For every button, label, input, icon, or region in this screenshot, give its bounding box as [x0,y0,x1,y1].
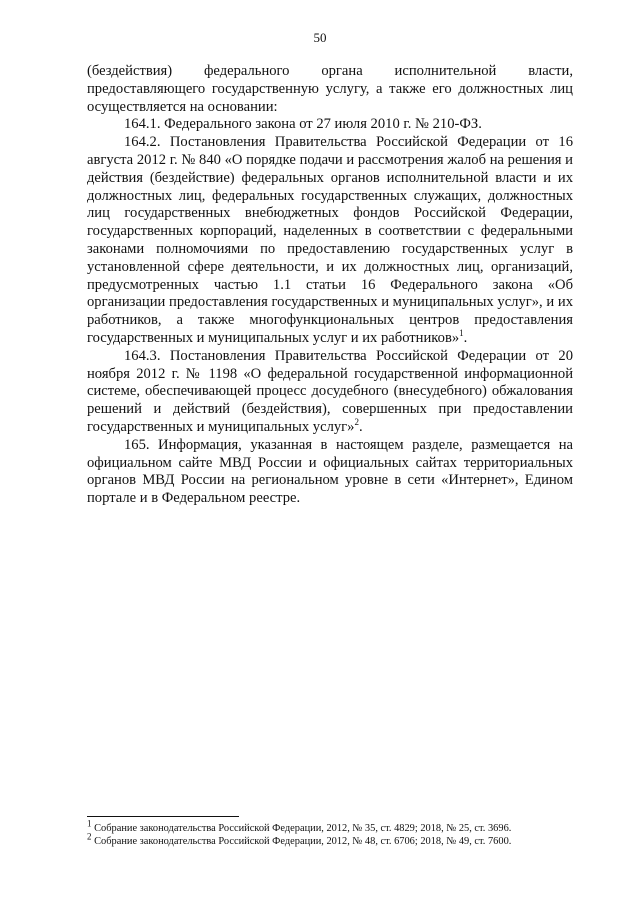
footnotes [87,818,573,848]
paragraph-164-1 [87,116,573,134]
paragraph-text: 164.2. Постановления Правительства Российской Федерации от 16 августа 2012 г. № 840 «О порядке подачи и рассмотрения жалоб на решения и действия (бездействие) федеральных органов исполнительной власти и их должностных лиц, федеральных государственных служащих, должностных лиц государственных внебюджетных фондов Российской Федерации, государственных корпораций, наделенных в соответствии с федеральными законами полномочиями по предоставлению государственных услуг в установленной сфере деятельности, и их должностных лиц, организаций, предусмотренных частью 1.1 статьи 16 Федерального закона «Об организации предоставления государственных и муниципальных услуг», и их работников, а также многофункциональных центров предоставления государственных и муниципальных услуг и их работников» [87,134,573,346]
paragraph-text: 165. Информация, указанная в настоящем разделе, размещается на официальном сайте МВД России и официальных сайтах территориальных органов МВД России на региональном уровне в сети «Интернет», Едином портале и в Федеральном реестре. [87,436,573,507]
footnote-marker: 2 [87,831,92,842]
footnote-1 [87,818,573,835]
footnote-text: Собрание законодательства Российской Федерации, 2012, № 48, ст. 6706; 2018, № 49, ст. 7600. [91,836,512,847]
paragraph-text: (бездействия) федерального органа исполнительной власти, предоставляющего государственную услугу, а также его должностных лиц осуществляется на основании: [87,63,573,115]
footnote-reference-1[interactable]: 1 [459,328,464,339]
paragraph-tail: . [463,329,468,346]
footnote-2 [87,831,573,848]
footnote-marker: 1 [87,818,92,829]
footnote-separator [87,816,239,817]
paragraph-text: 164.1. Федерального закона от 27 июля 2010 г. № 210-ФЗ. [124,116,482,133]
paragraph-tail: . [358,418,363,435]
paragraph-intro [87,63,573,116]
page-number: 50 [313,30,327,45]
document-body [87,63,573,508]
paragraph-text: 164.3. Постановления Правительства Российской Федерации от 20 ноября 2012 г. № 1198 «О федеральной государственной информационной системе, обеспечивающей процесс досудебного (внесудебного) обжалования решений и действий (бездействия), совершенных при предоставлении государственных и муниципальных услуг» [87,347,573,435]
paragraph-165 [87,437,573,508]
footnote-text: Собрание законодательства Российской Федерации, 2012, № 35, ст. 4829; 2018, № 25, ст. 3696. [91,823,512,834]
paragraph-164-3 [87,348,573,437]
paragraph-164-2 [87,134,573,348]
footnote-reference-2[interactable]: 2 [354,417,359,428]
